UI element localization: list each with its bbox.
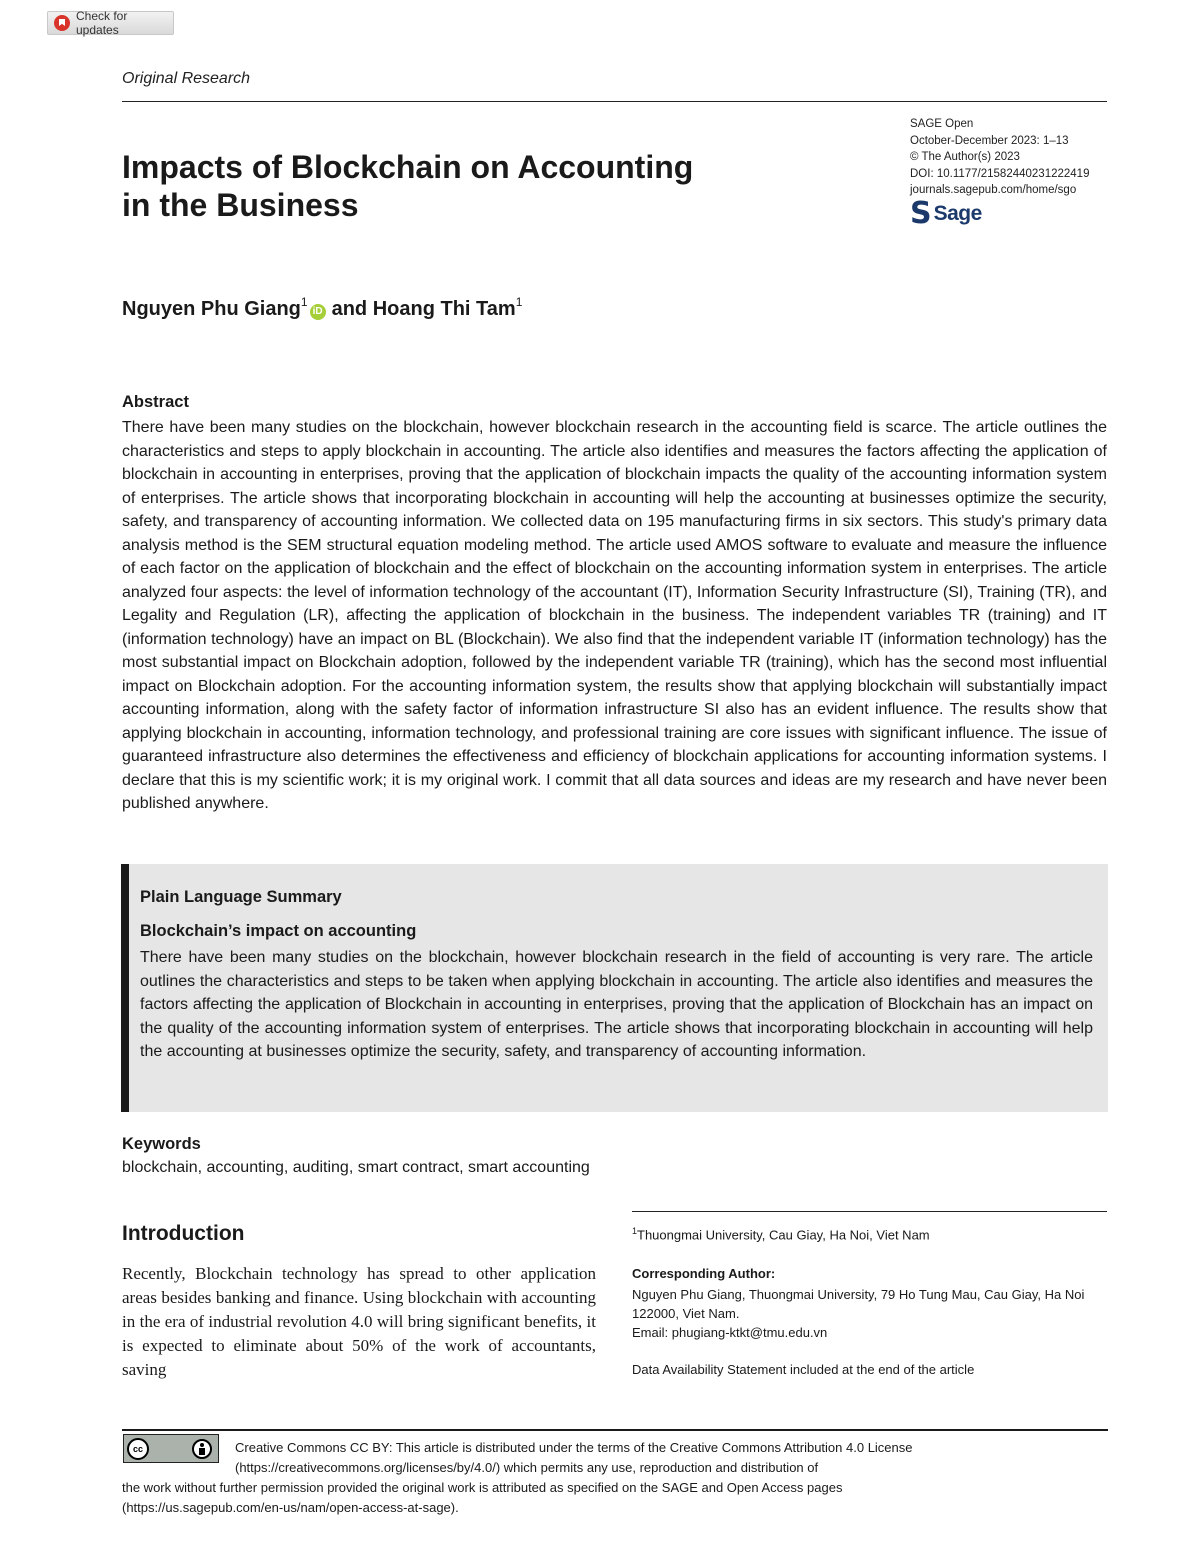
sage-wordmark: Sage [933,202,982,225]
sage-logo [910,196,982,231]
cc-icon: cc [127,1438,149,1460]
plain-language-subheading: Blockchain’s impact on accounting [140,922,417,940]
journal-issue: October-December 2023: 1–13 [910,134,1069,147]
corresponding-author-address: Nguyen Phu Giang, Thuongmai University, 79 Ho Tung Mau, Cau Giay, Ha Noi 122000, Viet Nam. [632,1287,1085,1321]
license-text [122,1438,1108,1518]
affiliation-marker: 1 [632,1226,638,1236]
author-1-affiliation: 1 [300,295,308,309]
license-divider [122,1429,1108,1431]
abstract-text: There have been many studies on the blockchain, however blockchain research in the accounting field is scarce. The article outlines the characteristics and steps to apply blockchain in accounting. The article also identifies and measures the factors affecting the application of blockchain in accounting in enterprises, proving that the application of blockchain impacts the quality of the accounting information system of enterprises. The article shows that incorporating blockchain in accounting will help the accounting at businesses optimize the security, safety, and transparency of accounting information. We collected data on 195 manufacturing firms in six sectors. This study's primary data analysis method is the SEM structural equation modeling method. The article used AMOS software to evaluate and measure the influence of each factor on the application of blockchain and the effect of blockchain on the accounting information system in enterprises. The article analyzed four aspects: the level of information technology of the accountant (IT), Information Security Infrastructure (SI), Training (TR), and Legality and Regulation (LR), affecting the application of blockchain in the business. The independent variables TR (training) and IT (information technology) have an impact on BL (Blockchain). We also find that the independent variable IT (information technology) has the most substantial impact on Blockchain adoption, followed by the independent variable TR (training), which has the second most influential impact on Blockchain adoption. For the accounting information system, the results show that applying blockchain will substantially impact accounting information, along with the safety factor of information infrastructure SI also has an evident influence. The results show that applying blockchain in accounting, information technology, and professional training are core issues with significant influence. The issue of guaranteed infrastructure also determines the effectiveness and efficiency of blockchain applications for accounting information systems. I declare that this is my scientific work; it is my original work. I commit that all data sources and ideas are my research and have never been published anywhere. [122,419,1107,812]
bookmark-icon [54,15,70,31]
keywords-heading: Keywords [122,1135,201,1153]
introduction-heading: Introduction [122,1222,245,1245]
author-1-name: Nguyen Phu Giang [122,298,301,320]
data-availability-note: Data Availability Statement included at the end of the article [632,1362,975,1377]
author-conjunction: and [331,298,368,320]
author-2-name: Hoang Thi Tam [372,298,516,320]
journal-copyright: © The Author(s) 2023 [910,151,1020,163]
license-line-4[interactable]: (https://us.sagepub.com/en-us/nam/open-access-at-sage). [122,1500,459,1515]
plain-language-text: There have been many studies on the blockchain, however blockchain research in the field of accounting is very rare. The article outlines the characteristics and steps to be taken when applying blockchain in accounting. The article also identifies and measures the factors affecting the application of Blockchain in accounting in enterprises, proving that the application of Blockchain has an impact on the quality of the accounting information system of enterprises. The article shows that incorporating blockchain in accounting will help the accounting at businesses optimize the security, safety, and transparency of accounting information. [140,949,1093,1060]
title-line-1: Impacts of Blockchain on Accounting [122,149,694,185]
corresponding-author-email[interactable]: Email: phugiang-ktkt@tmu.edu.vn [632,1325,828,1340]
affiliation-note [632,1226,1107,1242]
author-line [122,295,522,321]
journal-meta [910,116,1110,199]
corresponding-author-details [632,1285,1104,1342]
footnote-divider [632,1211,1107,1212]
check-for-updates-button[interactable] [47,11,174,35]
journal-name: SAGE Open [910,118,974,130]
journal-doi[interactable]: DOI: 10.1177/21582440231222419 [910,167,1090,180]
check-for-updates-label: Check for updates [76,9,128,37]
keywords-text: blockchain, accounting, auditing, smart contract, smart accounting [122,1159,590,1176]
license-line-1: Creative Commons CC BY: This article is distributed under the terms of the Creative Commons Attribution 4.0 License [235,1440,913,1455]
abstract-heading: Abstract [122,393,189,411]
article-title [122,148,822,224]
license-line-2[interactable]: (https://creativecommons.org/licenses/by/4.0/) which permits any use, reproduction and distribution of [235,1460,819,1475]
section-label: Original Research [122,70,251,87]
corresponding-author-heading: Corresponding Author: [632,1266,776,1281]
header-divider [122,101,1107,102]
title-line-2: in the Business [122,187,359,223]
journal-url[interactable]: journals.sagepub.com/home/sgo [910,184,1077,196]
author-2-affiliation: 1 [515,295,523,309]
introduction-text: Recently, Blockchain technology has spread to other application areas besides banking and finance. Using blockchain with accounting in the era of industrial revolution 4.0 will bring significant benefits, it is expected to eliminate about 50% of the work of accountants, saving [122,1264,596,1379]
affiliation-text: Thuongmai University, Cau Giay, Ha Noi, Viet Nam [637,1227,930,1243]
plain-language-heading: Plain Language Summary [140,888,342,906]
orcid-icon[interactable]: iD [310,304,326,320]
license-line-3: the work without further permission provided the original work is attributed as specified on the SAGE and Open Access pages [122,1480,843,1495]
sage-s-icon: S [910,196,932,231]
